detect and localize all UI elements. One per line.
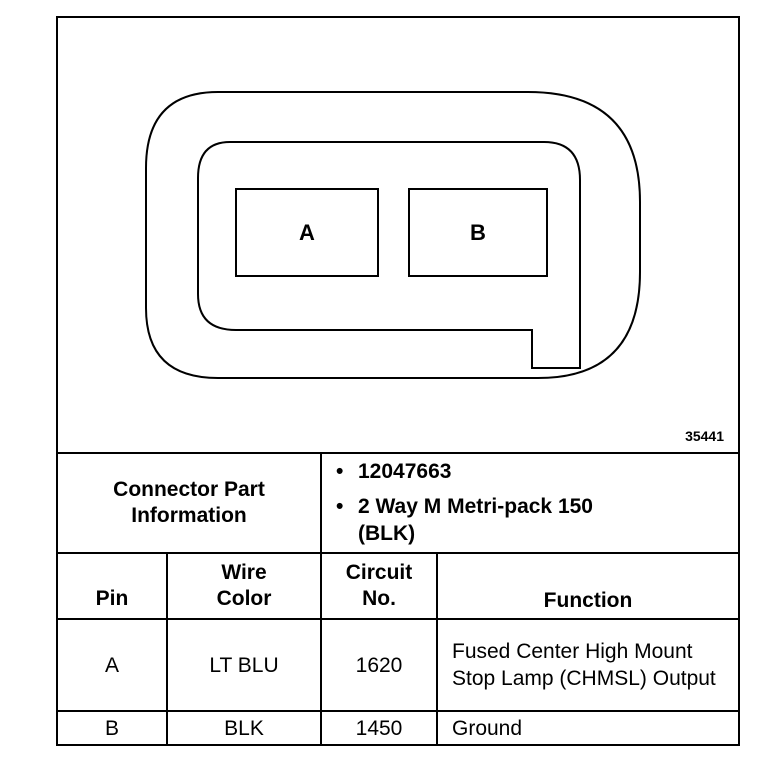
cavity-b-label: B: [470, 220, 486, 245]
header-wire-color: Wire Color: [216, 561, 272, 610]
part-info-item: [328, 458, 738, 485]
row-b-wire-color: BLK: [224, 716, 264, 740]
row-a-function: Fused Center High Mount Stop Lamp (CHMSL) Output: [452, 640, 716, 690]
header-function: Function: [543, 589, 633, 612]
part-number: 12047663: [358, 460, 452, 483]
figure-number: 35441: [685, 428, 724, 444]
row-b-pin: B: [104, 716, 119, 740]
connector-outer-shell: [146, 92, 640, 378]
connector-type: 2 Way M Metri-pack 150 (BLK): [358, 495, 593, 545]
part-info-list: [320, 458, 738, 547]
connector-diagram: [58, 18, 738, 452]
row-b-circuit-no: 1450: [355, 716, 403, 740]
header-circuit-no: Circuit No.: [345, 561, 413, 610]
row-a-pin: A: [104, 653, 119, 677]
row-a-circuit-no: 1620: [355, 653, 403, 677]
part-info-item: [328, 493, 638, 547]
cavity-a-label: A: [299, 220, 315, 245]
connector-frame: [56, 16, 740, 746]
header-pin: Pin: [95, 587, 129, 610]
connector-inner-outline: [198, 142, 580, 368]
row-a-wire-color: LT BLU: [209, 653, 279, 677]
part-info-label: Connector Part Information: [113, 478, 265, 527]
bullet-icon: •: [336, 495, 344, 518]
row-b-function: Ground: [452, 716, 523, 740]
bullet-icon: •: [336, 460, 344, 483]
